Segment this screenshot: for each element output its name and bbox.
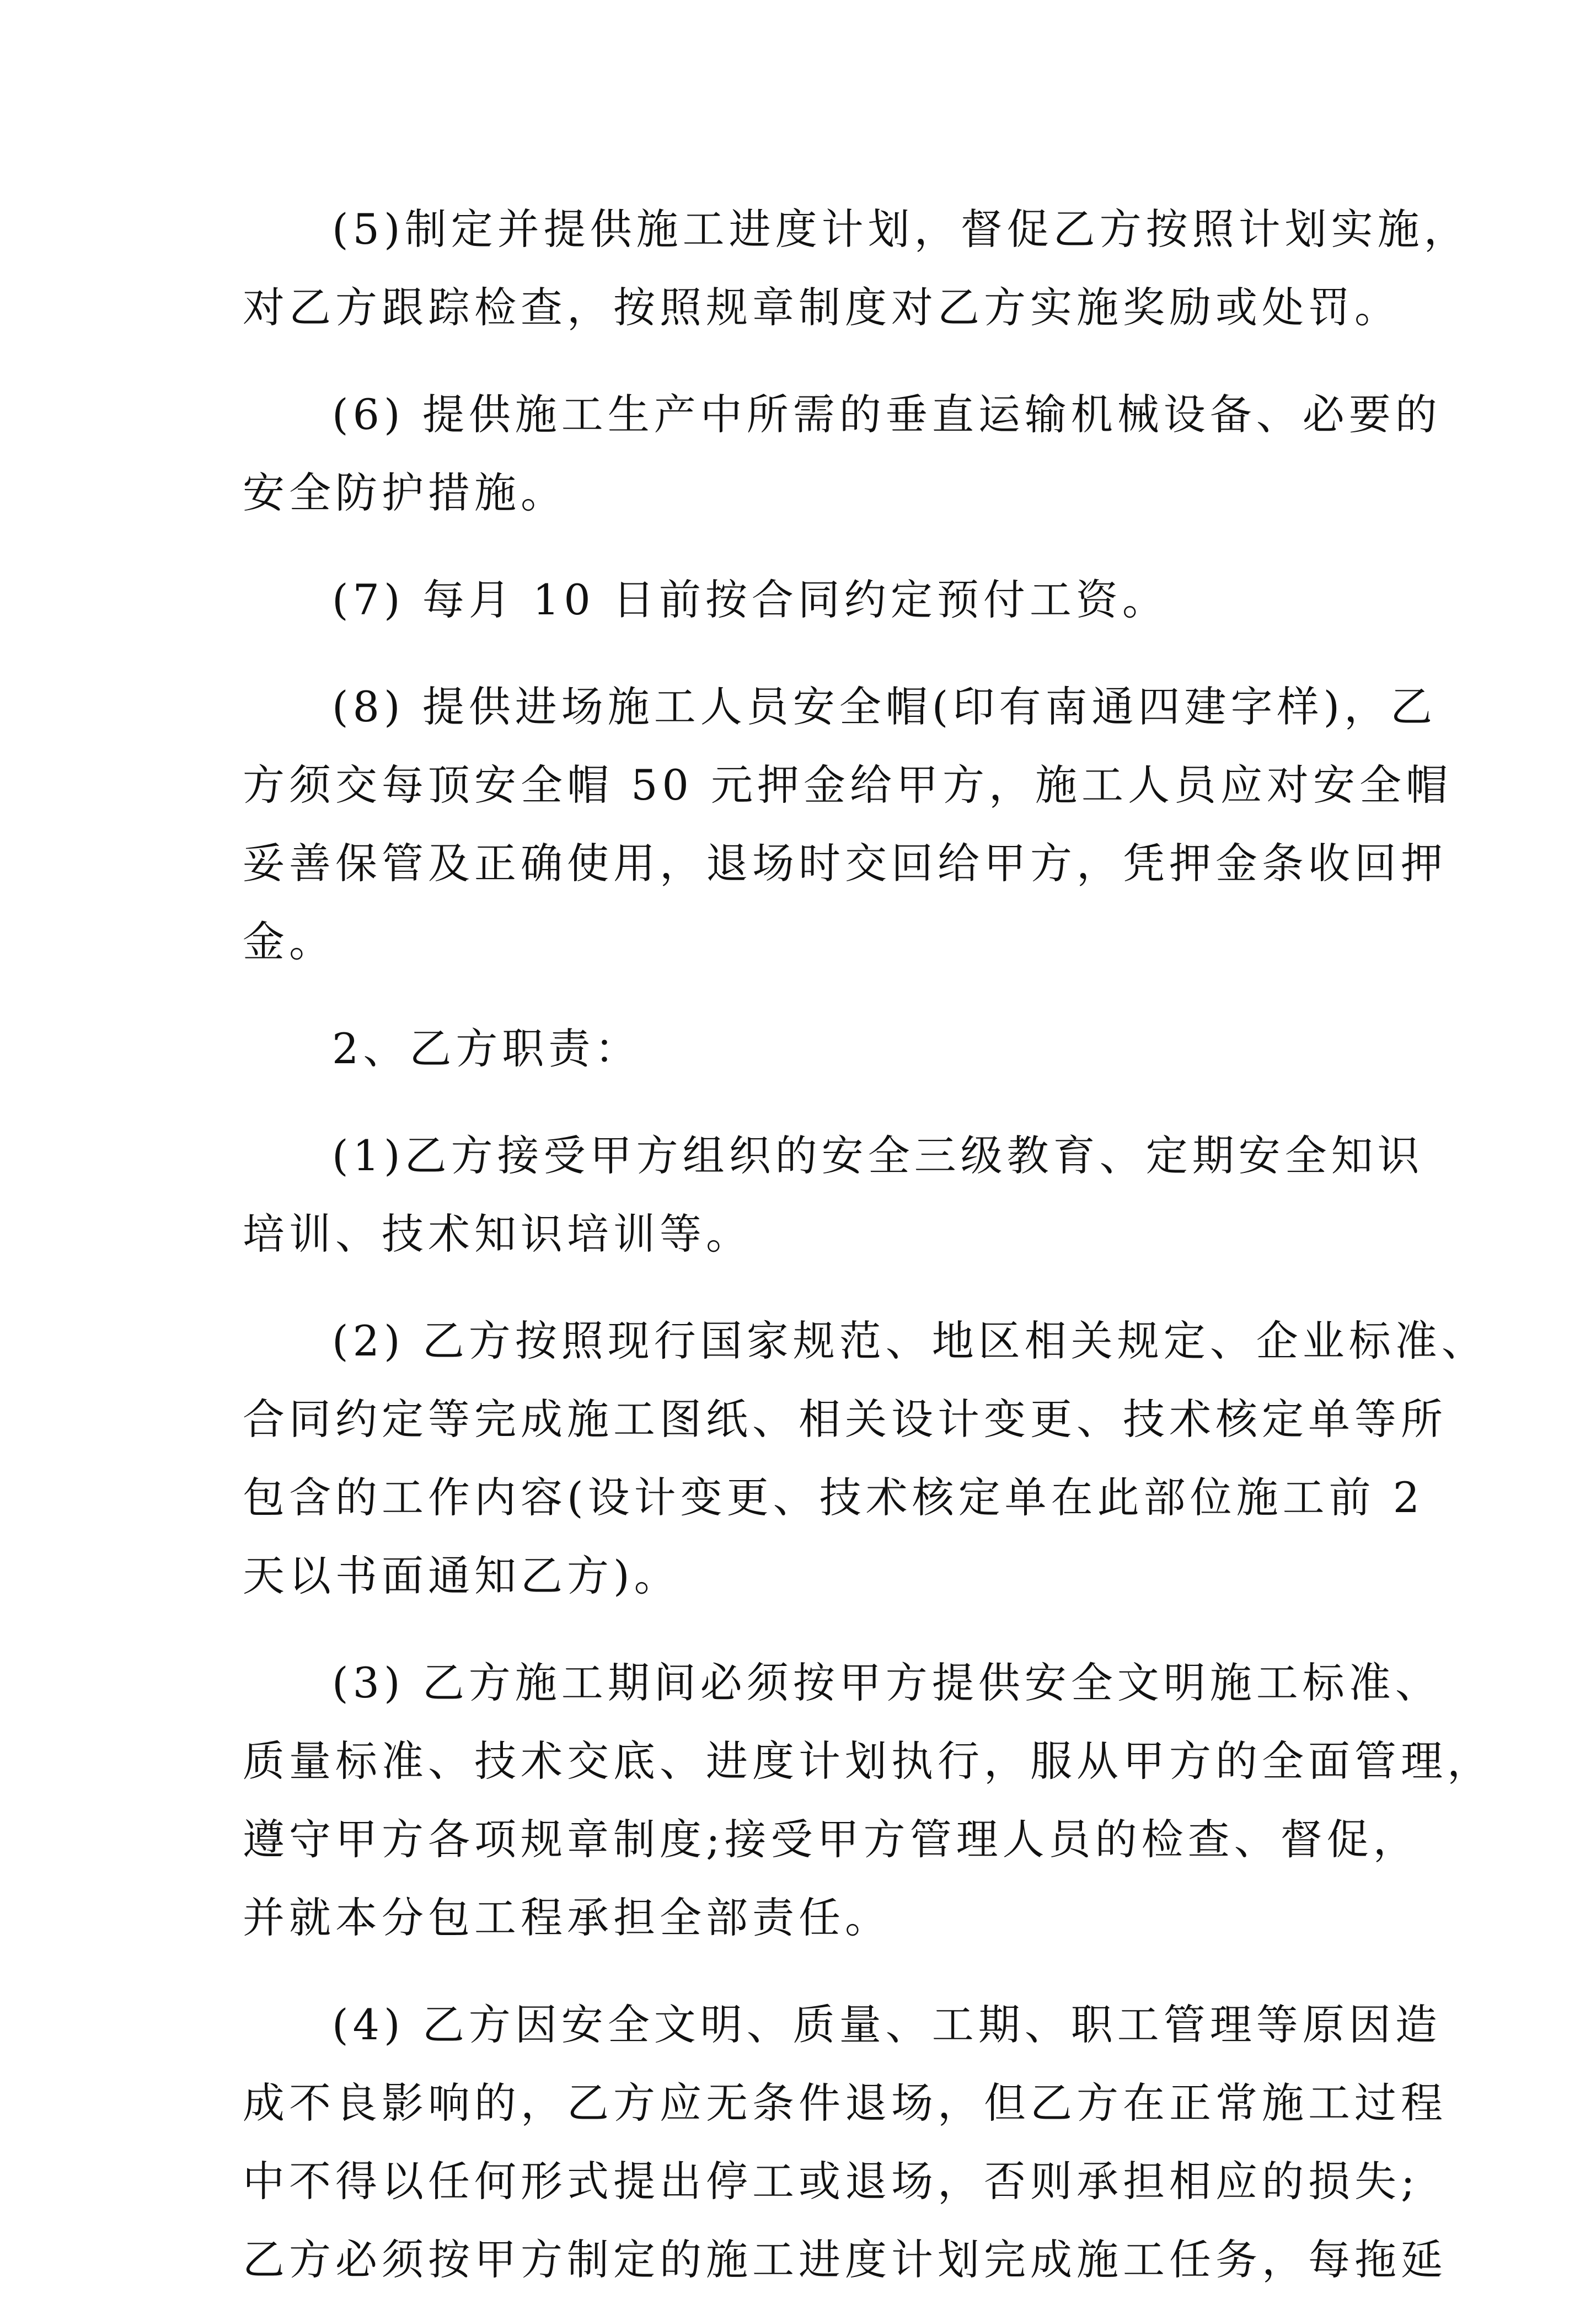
paragraph-b2-line-1: (2) 乙方按照现行国家规范、地区相关规定、企业标准、 [332, 1316, 1488, 1365]
paragraph-8-line-4: 金。 [243, 917, 335, 966]
paragraph-b4-line-2: 成不良影响的，乙方应无条件退场，但乙方在正常施工过程 [243, 2078, 1447, 2127]
paragraph-b2-line-2: 合同约定等完成施工图纸、相关设计变更、技术核定单等所 [243, 1395, 1447, 1444]
paragraph-b2-line-4: 天以书面通知乙方)。 [243, 1551, 681, 1600]
paragraph-5-line-2: 对乙方跟踪检查，按照规章制度对乙方实施奖励或处罚。 [243, 283, 1401, 332]
paragraph-b2-line-3: 包含的工作内容(设计变更、技术核定单在此部位施工前 2 [243, 1473, 1424, 1522]
paragraph-7-line-1: (7) 每月 10 日前按合同约定预付工资。 [332, 575, 1169, 624]
paragraph-b3-line-2: 质量标准、技术交底、进度计划执行，服从甲方的全面管理， [243, 1737, 1493, 1786]
document-body [243, 190, 1493, 2299]
paragraph-b4-line-1: (4) 乙方因安全文明、质量、工期、职工管理等原因造 [332, 2000, 1442, 2049]
paragraph-6-line-2: 安全防护措施。 [243, 468, 567, 517]
paragraph-b4-line-3: 中不得以任何形式提出停工或退场，否则承担相应的损失; [243, 2157, 1420, 2206]
section-heading-party-b-duties: 2、乙方职责： [332, 1024, 641, 1073]
paragraph-8-line-3: 妥善保管及正确使用，退场时交回给甲方，凭押金条收回押 [243, 839, 1447, 888]
paragraph-b3-line-1: (3) 乙方施工期间必须按甲方提供安全文明施工标准、 [332, 1658, 1442, 1707]
paragraph-8-line-1: (8) 提供进场施工人员安全帽(印有南通四建字样)，乙 [332, 682, 1437, 731]
paragraph-b1-line-2: 培训、技术知识培训等。 [243, 1209, 752, 1258]
paragraph-5-line-1: (5)制定并提供施工进度计划，督促乙方按照计划实施， [332, 205, 1470, 254]
paragraph-6-line-1: (6) 提供施工生产中所需的垂直运输机械设备、必要的 [332, 390, 1442, 439]
paragraph-b3-line-4: 并就本分包工程承担全部责任。 [243, 1893, 891, 1942]
paragraph-8-line-2: 方须交每顶安全帽 50 元押金给甲方，施工人员应对安全帽 [243, 760, 1453, 810]
paragraph-b3-line-3: 遵守甲方各项规章制度;接受甲方管理人员的检查、督促， [243, 1815, 1420, 1864]
paragraph-b4-line-4: 乙方必须按甲方制定的施工进度计划完成施工任务，每拖延 [243, 2235, 1447, 2284]
paragraph-b1-line-1: (1)乙方接受甲方组织的安全三级教育、定期安全知识 [332, 1131, 1424, 1180]
